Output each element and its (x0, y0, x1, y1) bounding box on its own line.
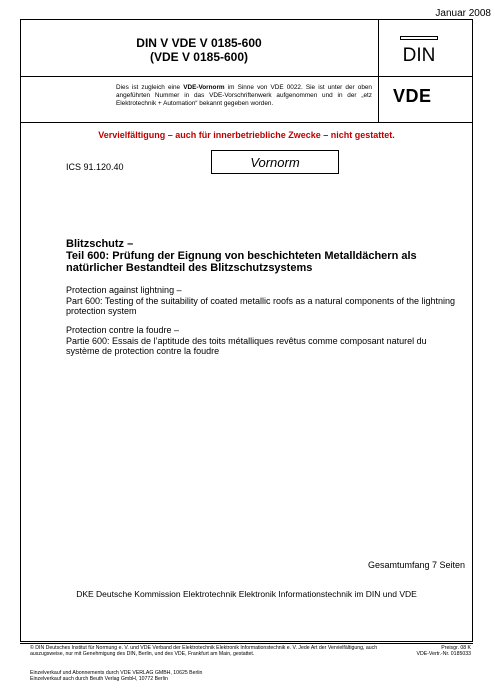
status-badge (211, 150, 339, 174)
footer-divider (20, 643, 473, 644)
title-english-line2: Part 600: Testing of the suitability of coated metallic roofs as a natural components of the lightning protection system (66, 295, 456, 316)
title-french (66, 325, 462, 357)
document-number-alt: (VDE V 0185-600) (149, 50, 249, 64)
status-label: Vornorm (250, 154, 300, 170)
din-logo (400, 36, 438, 64)
header-divider (20, 122, 473, 123)
total-pages: Gesamtumfang 7 Seiten (367, 560, 465, 570)
publication-date: Januar 2008 (435, 8, 491, 19)
title-english-line1: Protection against lightning – (66, 285, 182, 295)
vde-notice-post: im Sinne von VDE 0022. Sie ist unter der oben angeführten Nummer in das VDE-Vorschriftenwerk aufgenommen und in der „etz Elektrotechnik + Automation“ bekannt gegeben worden. (116, 84, 372, 108)
copy-warning: Vervielfältigung – auch für innerbetriebliche Zwecke – nicht gestattet. (98, 130, 395, 140)
ics-code: ICS 91.120.40 (66, 162, 124, 172)
din-logo-text: DIN (402, 45, 436, 64)
document-number (20, 36, 378, 64)
sales-line-beuth: Einzelverkauf auch durch Beuth Verlag GmbH, 10772 Berlin (30, 676, 168, 683)
title-german-line2: Teil 600: Prüfung der Eignung von beschichteten Metalldächern als natürlicher Bestandteil des Blitzschutzsystems (66, 250, 417, 274)
title-english (66, 285, 462, 317)
sales-line-vde: Einzelverkauf und Abonnements durch VDE VERLAG GMBH, 10625 Berlin (30, 670, 203, 676)
vde-notice-pre: Dies ist zugleich eine (116, 84, 184, 91)
copyright-notice: © DIN Deutsches Institut für Normung e. V. und VDE Verband der Elektrotechnik Elektronik Informationstechnik e. V. Jede Art der Vervielfältigung, auch auszugsweise, nur mit Genehmigung des DIN, Berlin, und des VDE, Frankfurt am Main, gestattet. (30, 645, 378, 658)
title-french-line2: Partie 600: Essais de l’aptitude des toits métalliques revêtus comme composant naturel du système de protection contre la foudre (66, 335, 427, 356)
header-column-divider (378, 19, 379, 122)
header-divider (20, 76, 473, 77)
vde-logo: VDE (393, 86, 432, 106)
document-number-main: DIN V VDE V 0185-600 (136, 36, 262, 50)
title-german-line1: Blitzschutz – (66, 238, 134, 250)
vde-order-number: VDE-Vertr.-Nr. 0185033 (416, 651, 471, 658)
vde-notice (116, 84, 372, 109)
price-info (391, 645, 471, 658)
vde-notice-bold: VDE-Vornorm (183, 84, 225, 91)
title-german (66, 238, 462, 274)
committee-line: DKE Deutsche Kommission Elektrotechnik Elektronik Informationstechnik im DIN und VDE (76, 589, 417, 599)
title-french-line1: Protection contre la foudre – (66, 325, 180, 335)
price-group: Preisgr. 08 K (441, 645, 471, 651)
sales-info (30, 670, 390, 683)
